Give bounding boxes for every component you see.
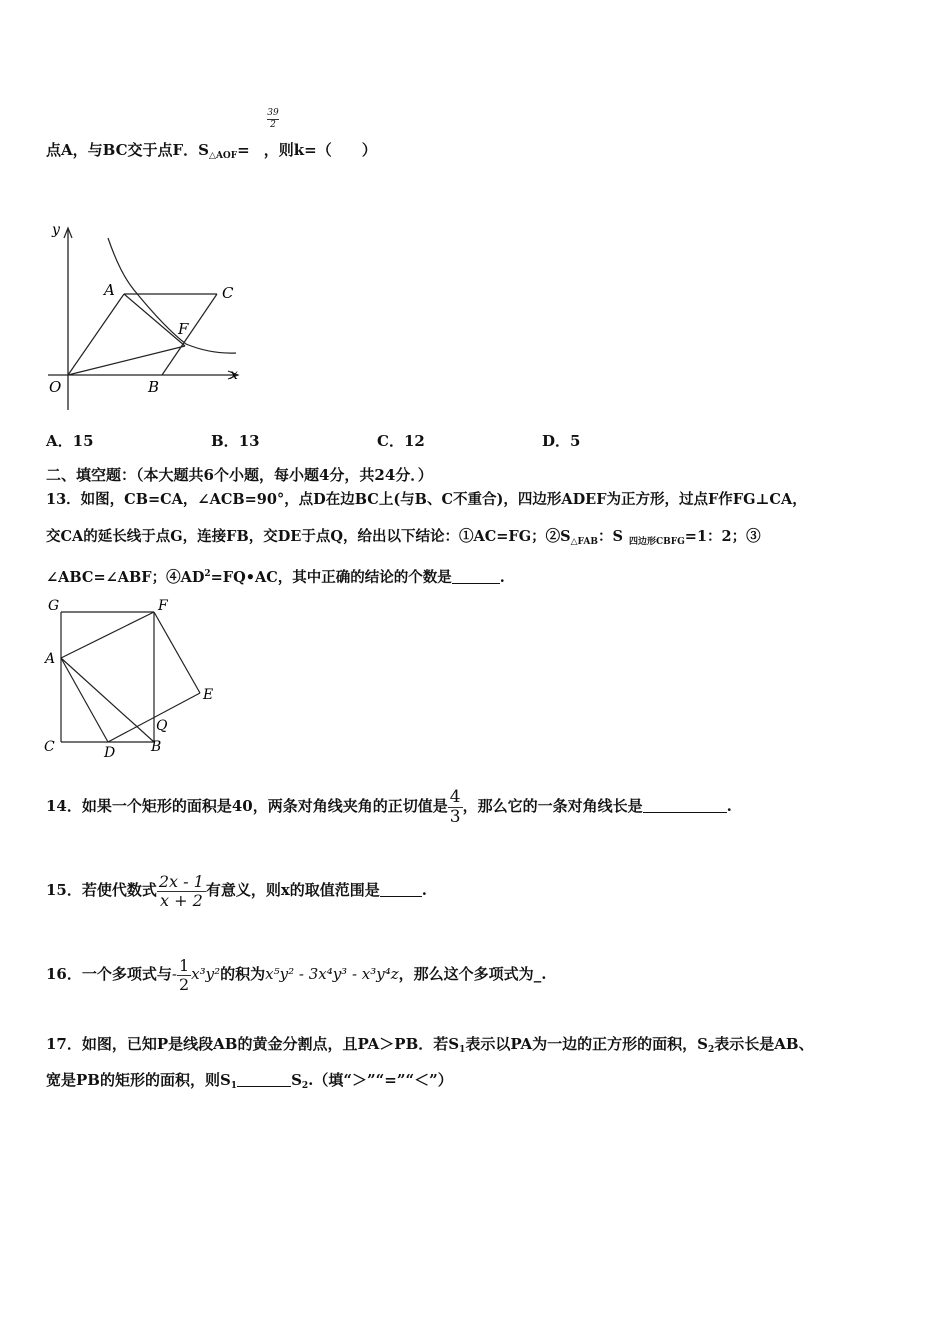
fig1-label-y: y <box>52 222 60 238</box>
choice-a[interactable]: A．15 <box>46 432 94 450</box>
q12-fraction <box>262 108 284 131</box>
q17-answer-blank[interactable] <box>237 1072 291 1087</box>
fig2-label-E: E <box>203 687 214 703</box>
fig1-label-O: O <box>49 378 62 396</box>
q12-frac-top: 39 <box>267 108 279 118</box>
fig1-label-C: C <box>222 284 234 302</box>
fig1-label-A: A <box>104 281 115 299</box>
q17-line1: 17．如图，已知P是线段AB的黄金分割点，且PA＞PB．若$S_1$表示以PA为一边的正方形的面积，$S_2$表示长是AB、 <box>46 1035 814 1055</box>
choice-b[interactable]: B．13 <box>211 432 260 450</box>
fig2-label-B: B <box>151 739 162 755</box>
figure-2-square <box>40 596 230 766</box>
q13-line3: ∠ABC=∠ABF；$④AD^2=FQ•AC$，其中正确的结论的个数是 . <box>46 569 505 586</box>
q14-fraction: $\frac{4}{3}$ <box>449 786 461 827</box>
q15-answer-blank[interactable] <box>380 882 422 897</box>
choice-d[interactable]: D．5 <box>542 432 581 450</box>
q15-fraction: $\frac{2x - 1}{x + 2}$ <box>158 871 204 910</box>
fig2-label-F: F <box>158 598 168 614</box>
q13-line1: 13．如图，CB=CA，∠ACB=90°，点D在边BC上(与B、C不重合)，四边形ADEF为正方形，过点F作FG⊥CA， <box>46 491 807 508</box>
choice-c[interactable]: C．12 <box>377 432 425 450</box>
q14: 14．如果一个矩形的面积是40，两条对角线夹角的正切值是 $\frac{4}{3}$ ，那么它的一条对角线长是 . <box>46 786 732 827</box>
q14-answer-blank[interactable] <box>643 798 727 813</box>
fig1-label-F: F <box>178 320 189 338</box>
q16-fraction: $\frac{1}{2}$ <box>178 955 190 994</box>
section-2-title: 二、填空题：（本大题共6个小题，每小题4分，共24分．） <box>46 466 433 484</box>
fig1-label-B: B <box>148 378 160 396</box>
q16: 16．一个多项式与- $\frac{1}{2}$ x³y²的积为x⁵y² - 3x⁴y³ - x³y⁴z，那么这个多项式为_. <box>46 955 547 994</box>
q12-frac-bottom: 2 <box>270 120 276 130</box>
fig2-label-G: G <box>48 598 60 614</box>
fig2-label-C: C <box>44 739 55 755</box>
fig1-label-x: x <box>230 367 238 383</box>
q17-line2: 宽是PB的矩形的面积，则$S_1$ $S_2$.（填“＞”“=”“＜”） <box>46 1071 453 1091</box>
q13-line2: 交CA的延长线于点G，连接FB，交DE于点Q，给出以下结论：①AC=FG；$②S_{\triangle FAB}$：S $_{四边形CBFG}$=1：2；③ <box>46 528 761 547</box>
fig2-label-D: D <box>104 745 116 761</box>
figure-1-graph <box>40 218 250 418</box>
q13-answer-blank[interactable] <box>452 569 500 584</box>
q12-text: 点A，与BC交于点F．$S_{\triangle AOF}=$ ，则k=（ ） <box>46 141 377 161</box>
fig2-label-Q: Q <box>156 718 168 734</box>
q15: 15．若使代数式 $\frac{2x - 1}{x + 2}$ 有意义，则x的取值范围是 . <box>46 871 428 910</box>
fig2-label-A: A <box>45 651 56 667</box>
